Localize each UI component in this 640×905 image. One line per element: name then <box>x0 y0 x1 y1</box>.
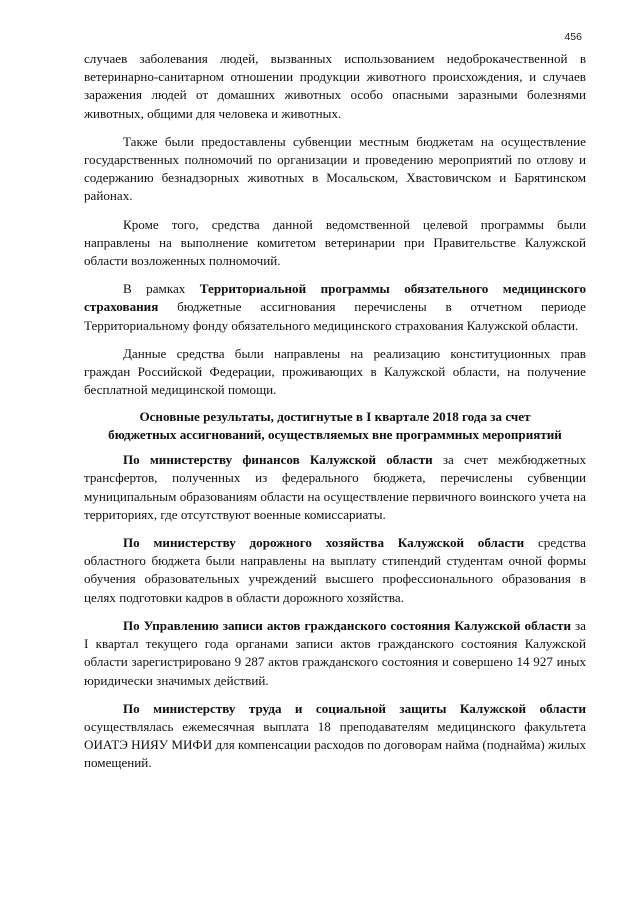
paragraph-ministry-roads <box>84 534 586 607</box>
paragraph-vet-committee: Кроме того, средства данной ведомственной целевой программы были направлены на выполнение комитетом ветеринарии при Правительстве Калужской области возложенных полномочий. <box>84 216 586 269</box>
text-rest: средства областного бюджета были направлены на выплату стипендий студентам очной формы обучения образовательных учреждений высшего профессионального образования в целях подготовки кадров в области дорожного хозяйства. <box>84 535 586 605</box>
paragraph-ministry-labour <box>84 700 586 773</box>
text-rest: бюджетные ассигнования перечислены в отчетном периоде Территориальному фонду обязательного медицинского страхования Калужской области. <box>84 299 586 333</box>
section-heading <box>84 408 586 443</box>
text-bold: Территориальной программы обязательного медицинского страхования <box>84 281 586 315</box>
paragraph-civil-registry <box>84 617 586 690</box>
page-content <box>84 50 586 773</box>
text-bold: По министерству дорожного хозяйства Калужской области <box>123 535 525 551</box>
heading-line-1: Основные результаты, достигнутые в I квартале 2018 года за счет <box>139 409 531 425</box>
paragraph-vet-diseases: случаев заболевания людей, вызванных использованием недоброкачественной в ветеринарно-санитарном отношении продукции животного происхождения, и случаев заражения людей от домашних животных особо опасными заразными болезнями животных, общими для человека и животных. <box>84 51 586 121</box>
text-rest: осуществлялась ежемесячная выплата 18 преподавателям медицинского факультета ОИАТЭ НИЯУ МИФИ для компенсации расходов по договорам найма (поднайма) жилых помещений. <box>84 718 586 771</box>
paragraph-medical-insurance <box>84 280 586 335</box>
paragraph-subventions: Также были предоставлены субвенции местным бюджетам на осуществление государственных полномочий по организации и проведению мероприятий по отлову и содержанию безнадзорных животных в Мосальском, Хвастовичском и Барятинском районах. <box>84 133 586 204</box>
text-bold: По министерству финансов Калужской области <box>123 452 433 468</box>
heading-line-2: бюджетных ассигнований, осуществляемых вне программных мероприятий <box>108 426 562 442</box>
text-bold: По Управлению записи актов гражданского состояния Калужской области <box>123 617 572 633</box>
paragraph-ministry-finance <box>84 451 586 524</box>
text-rest: за счет межбюджетных трансфертов, полученных из федерального бюджета, перечислены субвенции муниципальным образованиям области на осуществление первичного воинского учета на территориях, где отсутствуют военные комиссариаты. <box>84 452 586 522</box>
page-number: 456 <box>564 31 582 43</box>
text-bold: По министерству труда и социальной защиты Калужской области <box>123 700 586 716</box>
text-lead: В рамках <box>123 281 200 297</box>
paragraph-constitutional-rights: Данные средства были направлены на реализацию конституционных прав граждан Российской Федерации, проживающих в Калужской области, на получение бесплатной медицинской помощи. <box>84 345 586 398</box>
text-rest: за I квартал текущего года органами записи актов гражданского состояния Калужской области зарегистрировано 9 287 актов гражданского состояния и совершено 14 927 иных юридически значимых действий. <box>84 617 586 688</box>
